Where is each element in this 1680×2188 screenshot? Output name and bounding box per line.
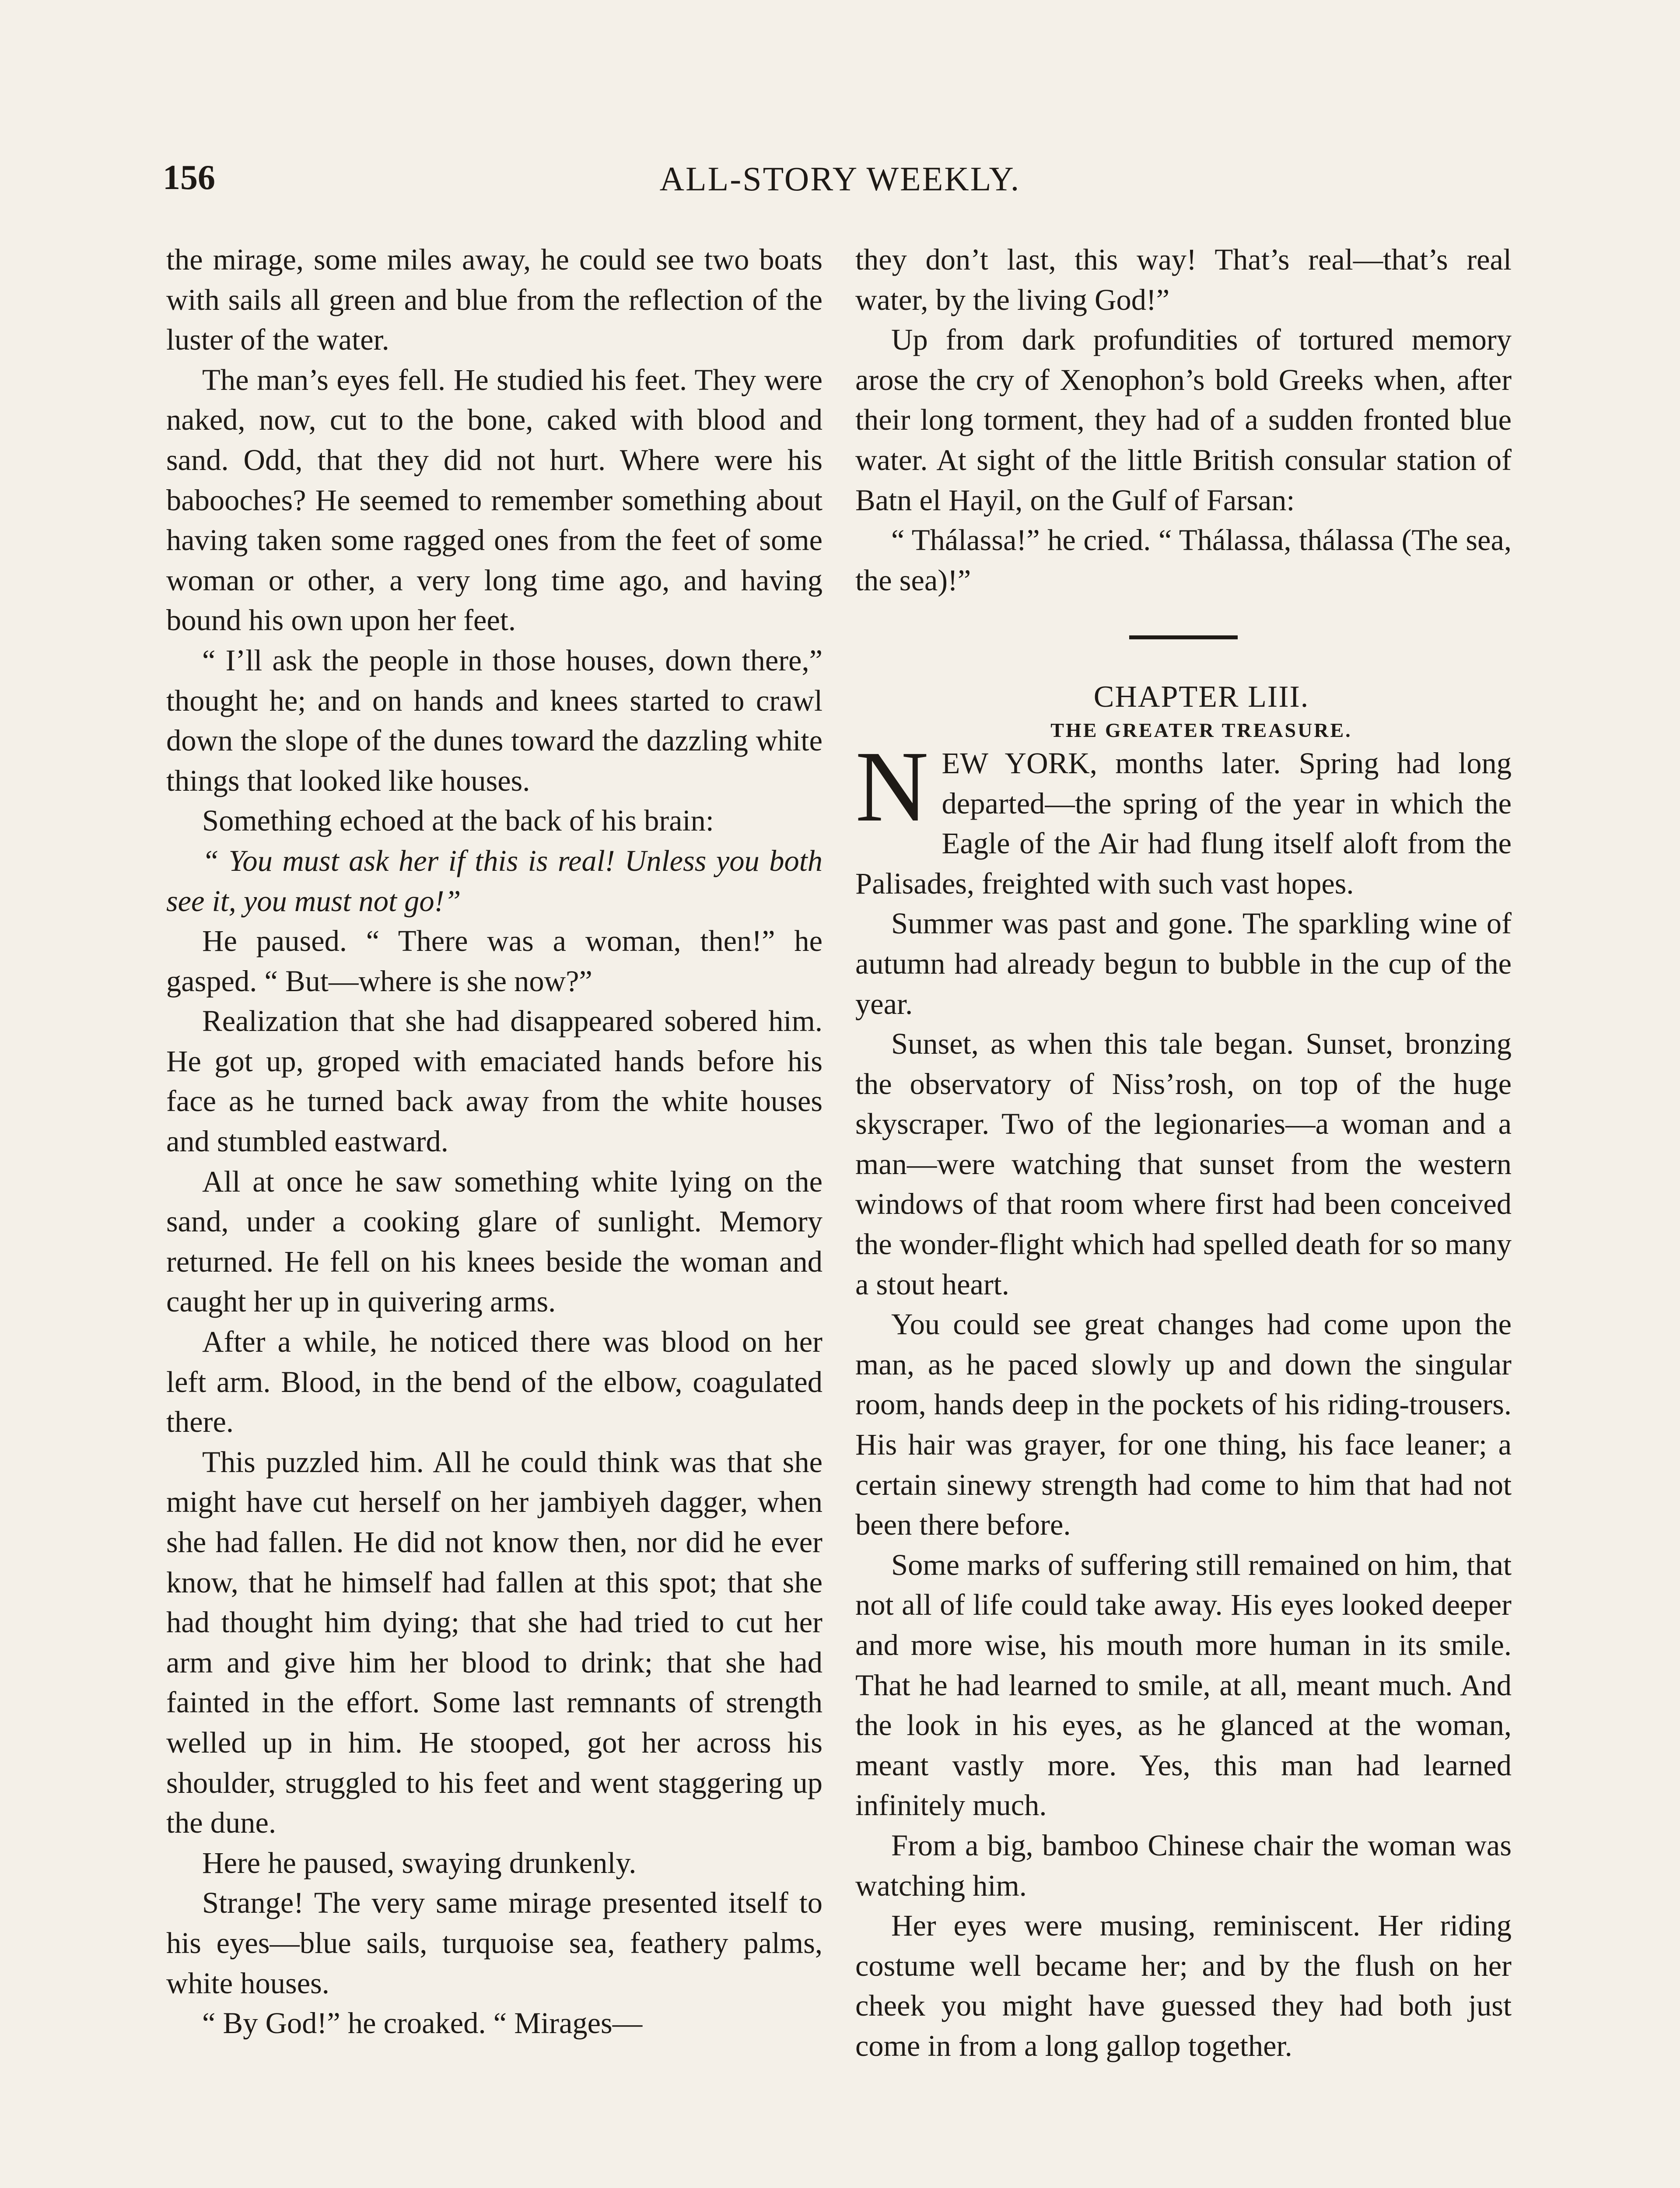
paragraph: All at once he saw something white lying on the sand, under a cooking glare of sunlight. Memory returned. He fell on his knees beside the woman and caught her up in quivering arms. <box>166 1164 822 1318</box>
drop-cap: N <box>855 730 929 843</box>
chapter-subtitle: THE GREATER TREASURE. <box>1050 719 1352 741</box>
paragraph: Summer was past and gone. The sparkling wine of autumn had already begun to bubble in the cup of the year. <box>855 907 1512 1020</box>
page-number: 156 <box>163 158 215 197</box>
paragraph: After a while, he noticed there was blood on her left arm. Blood, in the bend of the elbow, coagulated there. <box>166 1325 822 1439</box>
paragraph: Strange! The very same mirage presented itself to his eyes—blue sails, turquoise sea, feathery palms, white houses. <box>166 1886 822 2000</box>
opening-text: EW YORK, months later. Spring had long departed—the spring of the year in which the Eagle of the Air had flung itself aloft from the Palisades, freighted with such vast hopes. <box>855 746 1512 900</box>
paragraph: “ I’ll ask the people in those houses, down there,” thought he; and on hands and knees started to crawl down the slope of the dunes toward the dazzling white things that looked like houses. <box>166 643 822 797</box>
paragraph: Something echoed at the back of his brain: <box>202 804 714 838</box>
paragraph: “ Thálassa!” he cried. “ Thálassa, thálassa (The sea, the sea)!” <box>855 523 1512 597</box>
paragraph: He paused. “ There was a woman, then!” he gasped. “ But—where is she now?” <box>166 924 822 998</box>
running-head: ALL-STORY WEEKLY. <box>659 160 1021 198</box>
paragraph: “ By God!” he croaked. “ Mirages— <box>202 2006 643 2040</box>
paragraph: Sunset, as when this tale began. Sunset, bronzing the observatory of Niss’rosh, on top of the huge skyscraper. Two of the legionaries—a woman and a man—were watching that sunset from the western windows of that room where first had been conceived the wonder-flight which had spelled death for so many a stout heart. <box>855 1027 1512 1301</box>
paragraph-italic: “ You must ask her if this is real! Unless you both see it, you must not go!” <box>166 844 822 918</box>
paragraph: You could see great changes had come upon the man, as he paced slowly up and down the singular room, hands deep in the pockets of his riding-trousers. His hair was grayer, for one thing, his face leaner; a certain sinewy strength had come to him that had not been there before. <box>855 1308 1512 1542</box>
right-column <box>855 240 1512 2066</box>
paragraph: the mirage, some miles away, he could see two boats with sails all green and blue from the reflection of the luster of the water. <box>166 243 822 357</box>
paragraph: From a big, bamboo Chinese chair the woman was watching him. <box>855 1828 1512 1902</box>
paragraph: Here he paused, swaying drunkenly. <box>202 1846 637 1879</box>
left-column <box>166 240 822 2044</box>
paragraph: Some marks of suffering still remained on him, that not all of life could take away. His eyes looked deeper and more wise, his mouth more human in its smile. That he had learned to smile, at all, meant much. And the look in his eyes, as he glanced at the woman, meant vastly more. Yes, this man had learned infinitely much. <box>855 1548 1512 1822</box>
paragraph: Her eyes were musing, reminiscent. Her riding costume well became her; and by the flush on her cheek you might have guessed they had both just come in from a long gallop together. <box>855 1909 1512 2062</box>
chapter-title: CHAPTER LIII. <box>1093 680 1309 714</box>
paragraph: The man’s eyes fell. He studied his feet. They were naked, now, cut to the bone, caked with blood and sand. Odd, that they did not hurt. Where were his babooches? He seemed to remember something about having taken some ragged ones from the feet of some woman or other, a very long time ago, and having bound his own upon her feet. <box>166 363 822 637</box>
section-divider <box>1129 635 1238 639</box>
paragraph: Up from dark profundities of tortured memory arose the cry of Xenophon’s bold Greeks when, after their long torment, they had of a sudden fronted blue water. At sight of the little British consular station of Batn el Hayil, on the Gulf of Farsan: <box>855 323 1512 517</box>
paragraph: Realization that she had disappeared sobered him. He got up, groped with emaciated hands before his face as he turned back away from the white houses and stumbled eastward. <box>166 1004 822 1158</box>
paragraph: they don’t last, this way! That’s real—that’s real water, by the living God!” <box>855 243 1512 316</box>
paragraph: This puzzled him. All he could think was that she might have cut herself on her jambiyeh dagger, when she had fallen. He did not know then, nor did he ever know, that he himself had fallen at this spot; that she had thought him dying; that she had tried to cut her arm and give him her blood to drink; that she had fainted in the effort. Some last remnants of strength welled up in him. He stooped, got her across his shoulder, struggled to his feet and went staggering up the dune. <box>166 1445 822 1840</box>
